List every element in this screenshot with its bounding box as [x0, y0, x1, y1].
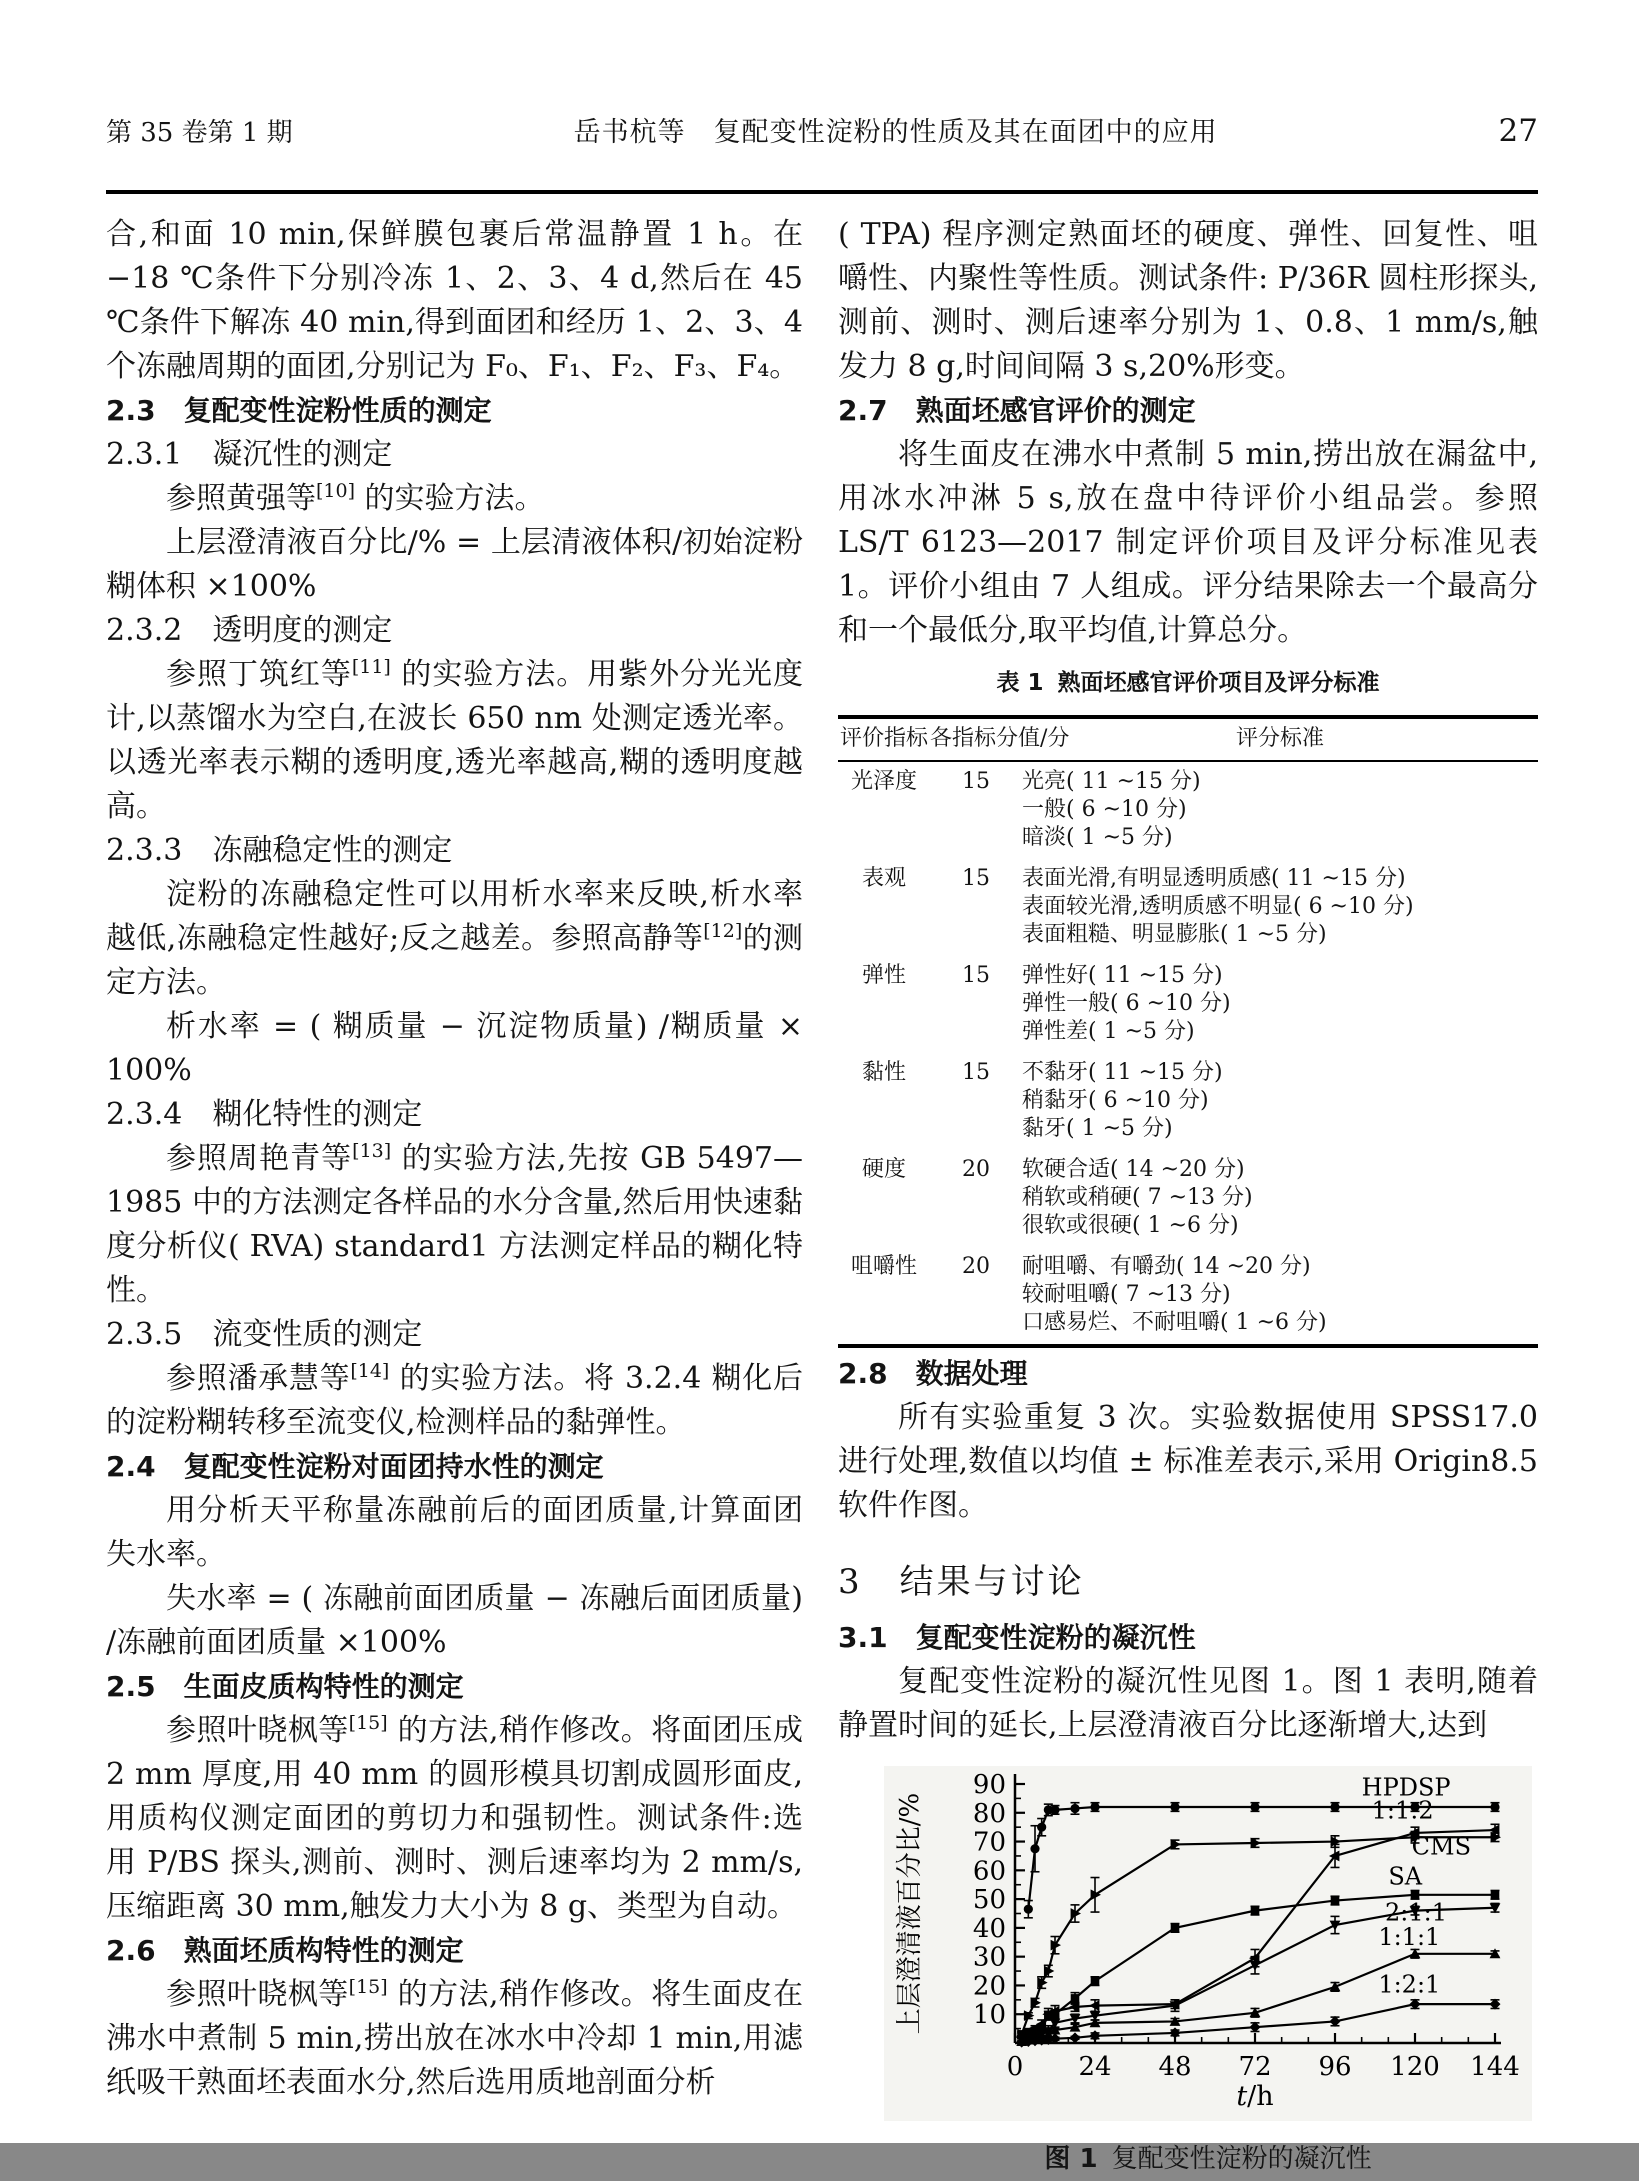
paragraph: 参照潘承慧等[14] 的实验方法。将 3.2.4 糊化后的淀粉糊转移至流变仪,检测样品的黏弹性。	[106, 1360, 803, 1440]
data-point-marker	[1331, 1896, 1340, 1905]
figure-caption	[884, 2137, 1532, 2181]
table-title	[838, 661, 1538, 705]
paragraph: 失水率 = ( 冻融前面团质量 − 冻融后面团质量) /冻融前面团质量 ×100%	[106, 1581, 803, 1660]
figure-number: 图 1	[1044, 2144, 1098, 2174]
section-heading: 2.3 复配变性淀粉性质的测定	[106, 394, 492, 427]
sensory-evaluation-table	[838, 661, 1538, 1348]
x-tick-label: 0	[1006, 2052, 1024, 2082]
criteria-cell	[1022, 859, 1538, 956]
data-point-marker	[1090, 1802, 1099, 1811]
indicator-cell: 硬度	[861, 1157, 906, 1182]
section-heading: 2.3.3 冻融稳定性的测定	[106, 833, 453, 868]
right-column	[838, 213, 1538, 2181]
paragraph: 析水率 = ( 糊质量 − 沉淀物质量) /糊质量 × 100%	[106, 1009, 803, 1088]
x-tick-label: 24	[1078, 2052, 1112, 2082]
data-point-marker	[1070, 2032, 1081, 2043]
data-point-marker	[1491, 1890, 1500, 1899]
paragraph: 参照叶晓枫等[15] 的方法,稍作修改。将生面皮在沸水中煮制 5 min,捞出放在冰水中冷却 1 min,用滤纸吸干熟面坯表面水分,然后选用质地剖面分析	[106, 1976, 803, 2100]
figure-1	[884, 1766, 1532, 2181]
series-label: 1:1:1	[1378, 1923, 1441, 1952]
data-point-marker	[1250, 1802, 1259, 1811]
paragraph: 参照丁筑红等[11] 的实验方法。用紫外分光光度计,以蒸馏水为空白,在波长 650 nm 处测定透光率。以透光率表示糊的透明度,透光率越高,糊的透明度越高。	[106, 656, 803, 824]
criteria-line: 弹性一般( 6 ~10 分)	[1022, 991, 1231, 1016]
data-point-marker	[1090, 2030, 1101, 2041]
header-rule	[106, 190, 1538, 194]
data-point-marker	[1251, 1906, 1260, 1915]
indicator-cell: 黏性	[861, 1060, 906, 1085]
paragraph: 上层澄清液百分比/% = 上层清液体积/初始淀粉糊体积 ×100%	[106, 525, 803, 604]
y-tick-label: 60	[972, 1856, 1006, 1887]
data-point-marker	[1037, 1823, 1046, 1832]
citation-ref: [15]	[348, 1712, 388, 1734]
section-heading: 2.3.4 糊化特性的测定	[106, 1097, 423, 1132]
chart-canvas	[884, 1766, 1532, 2121]
criteria-line: 软硬合适( 14 ~20 分)	[1022, 1157, 1245, 1182]
x-tick-label: 96	[1318, 2052, 1352, 2082]
criteria-line: 暗淡( 1 ~5 分)	[1022, 825, 1173, 850]
score-cell: 15	[962, 963, 990, 988]
y-tick-label: 80	[972, 1798, 1006, 1829]
section-heading: 2.6 熟面坯质构特性的测定	[106, 1934, 464, 1967]
criteria-line: 稍软或稍硬( 7 ~13 分)	[1022, 1185, 1253, 1210]
data-point-marker	[1329, 1851, 1339, 1862]
data-point-marker	[1170, 1802, 1179, 1811]
paragraph: 参照黄强等[10] 的实验方法。	[166, 480, 545, 516]
page-header	[106, 110, 1538, 149]
criteria-line: 口感易烂、不耐咀嚼( 1 ~6 分)	[1022, 1310, 1327, 1335]
criteria-line: 表面光滑,有明显透明质感( 11 ~15 分)	[1022, 866, 1406, 891]
paragraph: 合,和面 10 min,保鲜膜包裹后常温静置 1 h。在 −18 ℃条件下分别冷冻 1、2、3、4 d,然后在 45 ℃条件下解冻 40 min,得到面团和经历 1、2、3、4 个冻融周期的面团,分别记为 F₀、F₁、F₂、F₃、F₄。	[106, 217, 803, 384]
indicator-cell: 咀嚼性	[850, 1254, 917, 1279]
section-heading: 2.8 数据处理	[838, 1357, 1028, 1390]
y-tick-label: 90	[972, 1770, 1006, 1800]
y-tick-label: 50	[972, 1885, 1006, 1916]
citation-ref: [15]	[348, 1976, 388, 1998]
section-heading: 2.3.2 透明度的测定	[106, 613, 393, 648]
data-point-marker	[1330, 1921, 1341, 1931]
paragraph: ( TPA) 程序测定熟面坯的硬度、弹性、回复性、咀嚼性、内聚性等性质。测试条件: P/36R 圆柱形探头,测前、测时、测后速率分别为 1、0.8、1 mm/s,触发力 8 g,时间间隔 3 s,20%形变。	[838, 217, 1538, 384]
y-axis-title: 上层澄清液百分比/%	[895, 1792, 925, 2035]
table-title-text: 熟面坯感官评价项目及评分标准	[1057, 670, 1380, 696]
data-point-marker	[1070, 1804, 1079, 1813]
data-point-marker	[1171, 1924, 1180, 1933]
series-label: 1:2:1	[1378, 1970, 1441, 1999]
criteria-line: 弹性好( 11 ~15 分)	[1022, 963, 1223, 988]
data-point-marker	[1490, 1802, 1499, 1811]
table	[838, 715, 1538, 1348]
paragraph: 复配变性淀粉的凝沉性见图 1。图 1 表明,随着静置时间的延长,上层澄清液百分比逐渐增大,达到	[838, 1664, 1538, 1743]
table-row	[838, 956, 1538, 1053]
data-point-marker	[1071, 1994, 1080, 2003]
score-cell: 15	[962, 866, 990, 891]
section-heading: 3 结果与讨论	[838, 1562, 1085, 1602]
data-point-marker	[1030, 1844, 1039, 1853]
series-label: HPDSP	[1361, 1773, 1451, 1802]
y-tick-label: 30	[972, 1942, 1006, 1973]
criteria-cell	[1022, 1247, 1538, 1346]
paragraph: 参照叶晓枫等[15] 的方法,稍作修改。将面团压成 2 mm 厚度,用 40 mm 的圆形模具切割成圆形面皮,用质构仪测定面团的剪切力和强韧性。测试条件:选用 P/BS 探头,测前、测时、测后速率均为 2 mm/s,压缩距离 30 mm,触发力大小为 8 g、类型为自动。	[106, 1712, 803, 1924]
data-point-marker	[1089, 2000, 1099, 2011]
indicator-cell: 光泽度	[850, 769, 917, 794]
table-row	[838, 859, 1538, 956]
citation-ref: [11]	[351, 656, 391, 678]
journal-issue: 第 35 卷第 1 期	[106, 118, 293, 148]
citation-ref: [13]	[352, 1140, 392, 1162]
x-tick-label: 144	[1470, 2052, 1520, 2082]
column-header: 评分标准	[1022, 717, 1538, 761]
criteria-line: 稍黏牙( 6 ~10 分)	[1022, 1088, 1209, 1113]
section-heading: 2.4 复配变性淀粉对面团持水性的测定	[106, 1450, 604, 1483]
y-tick-label: 20	[972, 1971, 1006, 2002]
criteria-line: 光亮( 11 ~15 分)	[1022, 769, 1201, 794]
indicator-cell: 表观	[861, 866, 906, 891]
criteria-cell	[1022, 956, 1538, 1053]
paragraph: 用分析天平称量冻融前后的面团质量,计算面团失水率。	[106, 1493, 803, 1572]
citation-ref: [14]	[350, 1360, 390, 1382]
figure-caption-text: 复配变性淀粉的凝沉性	[1111, 2144, 1372, 2174]
data-point-marker	[1050, 1805, 1059, 1814]
column-header: 各指标分值/分	[930, 717, 1022, 761]
criteria-line: 较耐咀嚼( 7 ~13 分)	[1022, 1282, 1231, 1307]
x-tick-label: 120	[1390, 2052, 1440, 2082]
sedimentation-chart	[884, 1766, 1532, 2112]
x-tick-label: 72	[1238, 2052, 1272, 2082]
criteria-line: 不黏牙( 11 ~15 分)	[1022, 1060, 1223, 1085]
paragraph: 参照周艳青等[13] 的实验方法,先按 GB 5497—1985 中的方法测定各样品的水分含量,然后用快速黏度分析仪( RVA) standard1 方法测定样品的糊化特性。	[106, 1140, 803, 1308]
section-heading: 2.5 生面皮质构特性的测定	[106, 1670, 464, 1703]
data-point-marker	[1170, 2027, 1181, 2038]
column-header: 评价指标	[838, 717, 930, 761]
paragraph: 所有实验重复 3 次。实验数据使用 SPSS17.0 进行处理,数值以均值 ± 标准差表示,采用 Origin8.5 软件作图。	[838, 1400, 1538, 1523]
data-point-marker	[1051, 1940, 1061, 1951]
y-tick-label: 10	[972, 2000, 1006, 2031]
criteria-line: 很软或很硬( 1 ~6 分)	[1022, 1213, 1239, 1238]
x-axis-title: t/h	[1236, 2081, 1274, 2112]
table-row	[838, 1247, 1538, 1346]
data-point-marker	[1024, 1905, 1033, 1914]
series-label: 1:1:2	[1371, 1796, 1434, 1825]
criteria-line: 耐咀嚼、有嚼劲( 14 ~20 分)	[1022, 1254, 1311, 1279]
y-tick-label: 40	[972, 1913, 1006, 1944]
paragraph: 淀粉的冻融稳定性可以用析水率来反映,析水率越低,冻融稳定性越好;反之越差。参照高静等[12]的测定方法。	[106, 877, 803, 1000]
section-heading: 2.3.1 凝沉性的测定	[106, 437, 393, 472]
running-title: 岳书杭等 复配变性淀粉的性质及其在面团中的应用	[573, 117, 1218, 148]
criteria-line: 弹性差( 1 ~5 分)	[1022, 1019, 1195, 1044]
score-cell: 15	[962, 769, 990, 794]
x-tick-label: 48	[1158, 2052, 1192, 2082]
citation-ref: [10]	[316, 480, 356, 502]
criteria-cell	[1022, 1150, 1538, 1247]
criteria-line: 一般( 6 ~10 分)	[1022, 797, 1187, 822]
section-heading: 2.3.5 流变性质的测定	[106, 1317, 423, 1352]
indicator-cell: 弹性	[861, 963, 906, 988]
data-point-marker	[1091, 1977, 1100, 1986]
criteria-line: 表面较光滑,透明质感不明显( 6 ~10 分)	[1022, 894, 1414, 919]
page-number: 27	[1498, 113, 1538, 149]
section-heading: 2.7 熟面坯感官评价的测定	[838, 394, 1196, 427]
score-cell: 20	[962, 1157, 990, 1182]
score-cell: 20	[962, 1254, 990, 1279]
score-cell: 15	[962, 1060, 990, 1085]
table-row	[838, 761, 1538, 859]
criteria-line: 黏牙( 1 ~5 分)	[1022, 1116, 1173, 1141]
data-point-marker	[1331, 1836, 1341, 1847]
criteria-line: 表面粗糙、明显膨胀( 1 ~5 分)	[1022, 922, 1327, 947]
left-column	[106, 213, 803, 2105]
data-point-marker	[1250, 1961, 1261, 1971]
table-row	[838, 1150, 1538, 1247]
citation-ref: [12]	[703, 920, 743, 942]
criteria-cell	[1022, 1053, 1538, 1150]
criteria-cell	[1022, 761, 1538, 859]
section-heading: 3.1 复配变性淀粉的凝沉性	[838, 1621, 1196, 1654]
series-label: CMS	[1411, 1832, 1472, 1861]
series-label: SA	[1388, 1862, 1423, 1891]
paragraph: 将生面皮在沸水中煮制 5 min,捞出放在漏盆中,用冰水冲淋 5 s,放在盘中待评价小组品尝。参照 LS/T 6123—2017 制定评价项目及评分标准见表 1。评价小组由 7 人组成。评分结果除去一个最高分和一个最低分,取平均值,计算总分。	[838, 437, 1538, 648]
y-tick-label: 70	[972, 1827, 1006, 1858]
table-header-row	[838, 717, 1538, 761]
table-row	[838, 1053, 1538, 1150]
series-label: 2:1:1	[1385, 1898, 1447, 1927]
table-number: 表 1	[996, 670, 1044, 696]
data-point-marker	[1330, 1802, 1339, 1811]
